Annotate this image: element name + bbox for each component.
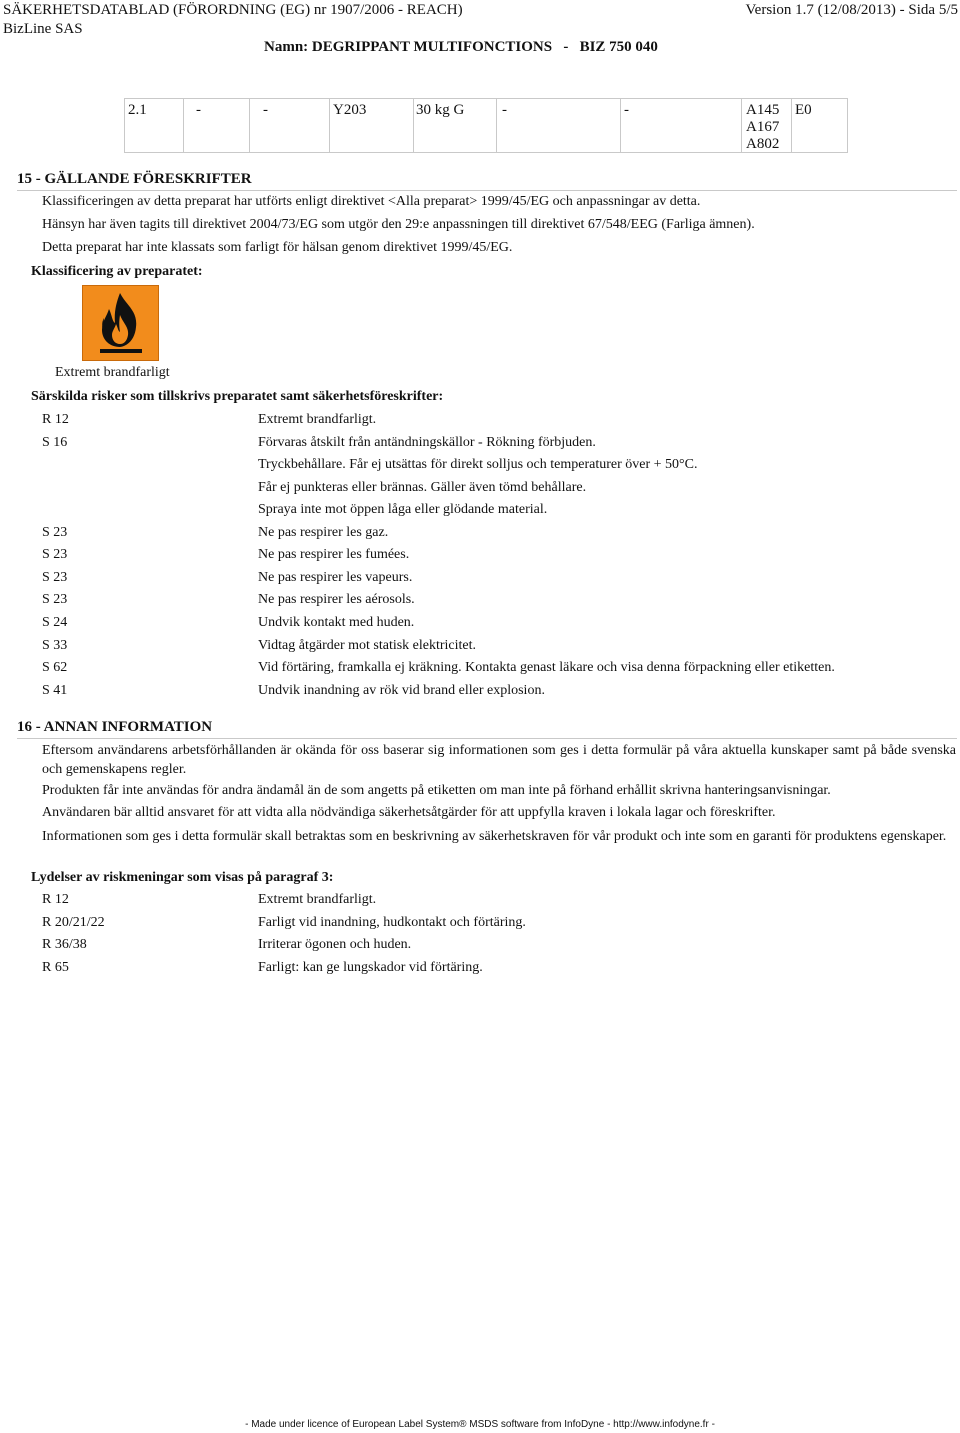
phrase-text: Extremt brandfarligt. <box>258 892 377 907</box>
phrase-text: Undvik kontakt med huden. <box>258 615 415 630</box>
paragraph: Detta preparat har inte klassats som farligt för hälsan genom direktivet 1999/45/EG. <box>42 240 513 255</box>
section-divider <box>17 738 957 739</box>
table-cell: Y203 <box>333 102 367 118</box>
document-title: SÄKERHETSDATABLAD (FÖRORDNING (EG) nr 1907/2006 - REACH) <box>3 2 463 18</box>
paragraph: Eftersom användarens arbetsförhållanden är okända för oss baserar sig informationen som ges i detta formulär på våra aktuella kunskaper samt på både svenska och gemenskapens regler. <box>42 743 956 777</box>
paragraph: Informationen som ges i detta formulär skall betraktas som en beskrivning av säkerhetskraven för vår produkt och inte som en garanti för produktens egenskaper. <box>42 829 947 844</box>
phrase-code: R 36/38 <box>42 937 87 952</box>
phrase-text: Tryckbehållare. Får ej utsättas för direkt solljus och temperaturer över + 50°C. <box>258 457 698 472</box>
phrase-text: Farligt: kan ge lungskador vid förtäring. <box>258 960 483 975</box>
phrase-code: R 12 <box>42 892 69 907</box>
phrase-text: Förvaras åtskilt från antändningskällor - Rökning förbjuden. <box>258 435 596 450</box>
phrase-code: S 33 <box>42 638 68 653</box>
phrase-code: R 12 <box>42 412 69 427</box>
phrase-text: Spraya inte mot öppen låga eller glödande material. <box>258 502 548 517</box>
phrase-text: Farligt vid inandning, hudkontakt och förtäring. <box>258 915 526 930</box>
table-cell: - <box>196 102 201 118</box>
company-name: BizLine SAS <box>3 21 83 37</box>
footer-text: - Made under licence of European Label System® MSDS software from InfoDyne - http://www.infodyne.fr - <box>245 1419 715 1430</box>
version-info: Version 1.7 (12/08/2013) - Sida 5/5 <box>745 2 958 18</box>
paragraph: Hänsyn har även tagits till direktivet 2004/73/EG som utgör den 29:e anpassningen till direktivet 67/548/EEG (Farliga ämnen). <box>42 217 755 232</box>
phrase-code: S 23 <box>42 525 68 540</box>
phrase-text: Vid förtäring, framkalla ej kräkning. Kontakta genast läkare och visa denna förpackning eller etiketten. <box>258 660 835 675</box>
table-cell: A145 <box>746 102 780 118</box>
phrase-code: S 23 <box>42 547 68 562</box>
phrase-code: S 23 <box>42 592 68 607</box>
phrase-code: S 24 <box>42 615 68 630</box>
phrase-text: Ne pas respirer les aérosols. <box>258 592 415 607</box>
table-cell: - <box>502 102 507 118</box>
pictogram-caption: Extremt brandfarligt <box>55 365 170 380</box>
table-cell: 30 kg G <box>416 102 465 118</box>
phrase-code: S 62 <box>42 660 68 675</box>
table-cell: - <box>263 102 268 118</box>
table-cell: A167 <box>746 119 780 135</box>
section-divider <box>17 190 957 191</box>
phrase-text: Irriterar ögonen och huden. <box>258 937 412 952</box>
phrase-code: S 23 <box>42 570 68 585</box>
phrase-text: Ne pas respirer les vapeurs. <box>258 570 413 585</box>
product-name: Namn: DEGRIPPANT MULTIFONCTIONS - BIZ 750 040 <box>264 39 658 55</box>
phrase-text: Vidtag åtgärder mot statisk elektricitet. <box>258 638 477 653</box>
phrase-text: Extremt brandfarligt. <box>258 412 377 427</box>
wording-label: Lydelser av riskmeningar som visas på paragraf 3: <box>31 870 334 885</box>
phrase-code: S 16 <box>42 435 68 450</box>
table-cell: 2.1 <box>128 102 147 118</box>
phrase-text: Får ej punkteras eller brännas. Gäller även tömd behållare. <box>258 480 587 495</box>
paragraph: Klassificeringen av detta preparat har utförts enligt direktivet <Alla preparat> 1999/45/EG och anpassningar av detta. <box>42 194 701 209</box>
phrase-code: S 41 <box>42 683 68 698</box>
phrase-code: R 65 <box>42 960 69 975</box>
transport-table <box>124 98 848 153</box>
phrase-code: R 20/21/22 <box>42 915 105 930</box>
classification-label: Klassificering av preparatet: <box>31 264 203 279</box>
table-cell: E0 <box>795 102 812 118</box>
paragraph: Produkten får inte användas för andra ändamål än de som angetts på etiketten om man inte på förhand erhållit skrivna hanteringsanvisningar. <box>42 783 831 798</box>
paragraph: Användaren bär alltid ansvaret för att vidta alla nödvändiga säkerhetsåtgärder för att uppfylla kraven i lokala lagar och föreskrifter. <box>42 805 776 820</box>
risks-label: Särskilda risker som tillskrivs preparatet samt säkerhetsföreskrifter: <box>31 389 444 404</box>
phrase-text: Ne pas respirer les gaz. <box>258 525 389 540</box>
phrase-text: Undvik inandning av rök vid brand eller explosion. <box>258 683 545 698</box>
section-15-title: 15 - GÄLLANDE FÖRESKRIFTER <box>17 171 252 187</box>
section-16-title: 16 - ANNAN INFORMATION <box>17 719 213 735</box>
phrase-text: Ne pas respirer les fumées. <box>258 547 410 562</box>
table-cell: - <box>624 102 629 118</box>
flame-icon <box>82 285 159 361</box>
table-cell: A802 <box>746 136 780 152</box>
